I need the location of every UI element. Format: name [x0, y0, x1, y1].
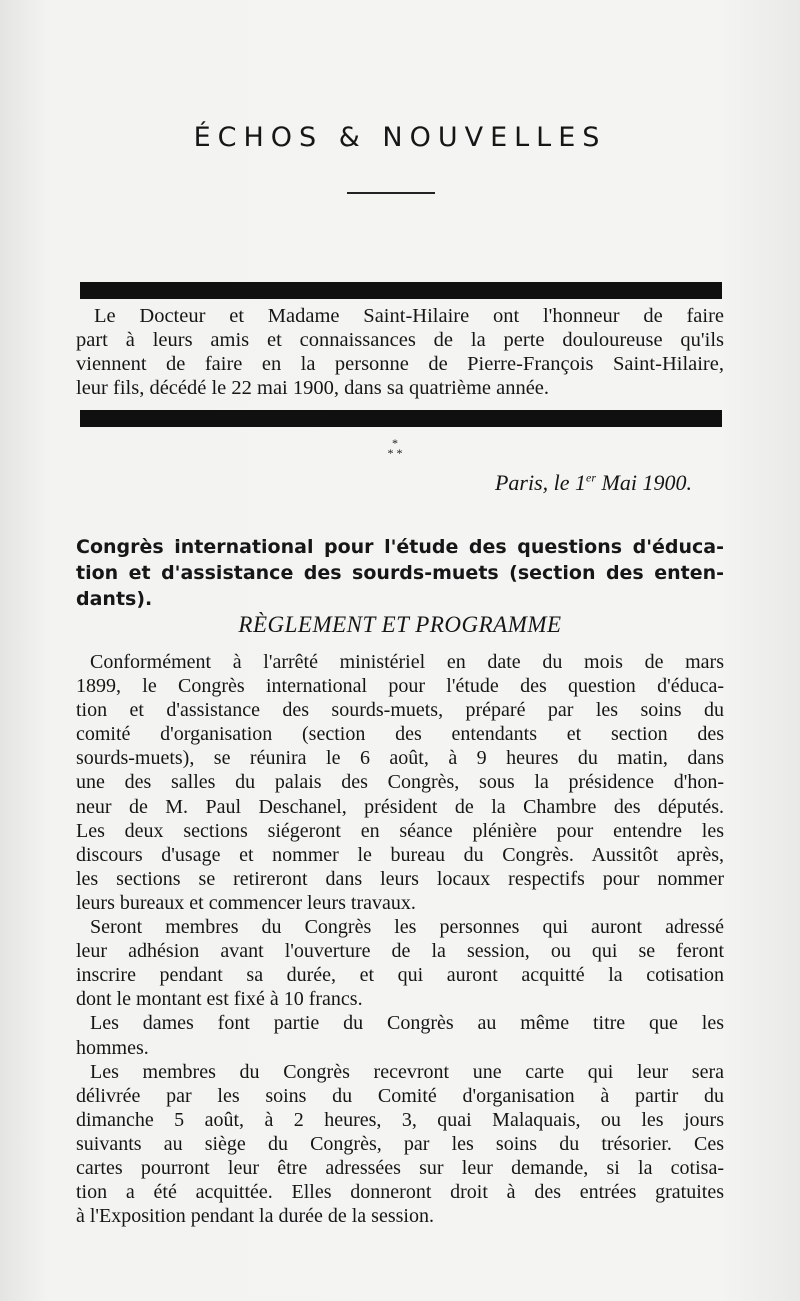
notice-line: part à leurs amis et connaissances de la perte douloureuse qu'ils: [76, 329, 724, 351]
notice-line: leur fils, décédé le 22 mai 1900, dans sa quatrième année.: [76, 377, 550, 399]
body-line: comité d'organisation (section des entendants et section des: [76, 723, 724, 746]
article-title-line: tion et d'assistance des sourds-muets (section des enten-: [76, 562, 724, 584]
body-line: à l'Exposition pendant la durée de la session.: [76, 1205, 434, 1228]
notice-line: Le Docteur et Madame Saint-Hilaire ont l'honneur de faire: [94, 305, 724, 327]
body-line: dont le montant est fixé à 10 francs.: [76, 988, 363, 1011]
dateline-prefix: Paris, le 1: [494, 470, 587, 495]
dateline: [495, 470, 692, 496]
body-line: tion a été acquittée. Elles donneront droit à des entrées gratuites: [76, 1181, 724, 1204]
body-line: tion et d'assistance des sourds-muets, préparé par les soins du: [76, 699, 724, 722]
body-line: Les dames font partie du Congrès au même titre que les: [90, 1012, 724, 1035]
body-line: sourds-muets), se réunira le 6 août, à 9 heures du matin, dans: [76, 747, 724, 770]
asterism-divider: * * *: [387, 436, 403, 460]
body-line: Les membres du Congrès recevront une carte qui leur sera: [90, 1060, 724, 1083]
body-line: Les deux sections siégeront en séance plénière pour entendre les: [76, 819, 724, 842]
body-line: une des salles du palais des Congrès, sous la présidence d'hon-: [76, 771, 724, 794]
body-line: cartes pourront leur être adressées sur leur demande, si la cotisa-: [76, 1156, 724, 1179]
body-line: hommes.: [76, 1036, 149, 1059]
mourning-bar-top: [80, 282, 722, 299]
notice-line: viennent de faire en la personne de Pierre-François Saint-Hilaire,: [76, 353, 724, 375]
death-notice: [76, 304, 724, 400]
body-line: délivrée par les soins du Comité d'organisation à partir du: [76, 1084, 724, 1107]
body-line: dimanche 5 août, à 2 heures, 3, quai Malaquais, ou les jours: [76, 1108, 724, 1131]
article-subtitle: RÈGLEMENT ET PROGRAMME: [238, 612, 562, 637]
body-line: suivants au siège du Congrès, par les soins du trésorier. Ces: [76, 1132, 724, 1155]
heading-rule: [347, 192, 435, 194]
article-title-line: dants).: [76, 588, 153, 610]
body-line: neur de M. Paul Deschanel, président de la Chambre des députés.: [76, 795, 724, 818]
body-line: leurs bureaux et commencer leurs travaux.: [76, 891, 416, 914]
dateline-suffix: Mai 1900.: [596, 470, 692, 495]
article-body: [76, 650, 724, 1228]
body-line: les sections se retireront dans leurs locaux respectifs pour nommer: [76, 867, 724, 890]
body-line: Conformément à l'arrêté ministériel en date du mois de mars: [90, 651, 724, 673]
body-line: inscrire pendant sa durée, et qui auront acquitté la cotisation: [76, 964, 724, 987]
body-line: Seront membres du Congrès les personnes qui auront adressé: [90, 916, 724, 939]
article-title-line: Congrès international pour l'étude des questions d'éduca-: [76, 536, 724, 558]
dateline-sup: er: [586, 470, 597, 485]
section-heading: ÉCHOS & NOUVELLES: [193, 122, 607, 153]
body-line: discours d'usage et nommer le bureau du Congrès. Aussitôt après,: [76, 843, 724, 866]
body-line: leur adhésion avant l'ouverture de la session, ou qui se feront: [76, 940, 724, 963]
mourning-bar-bottom: [80, 410, 722, 427]
article-title: [76, 534, 724, 612]
body-line: 1899, le Congrès international pour l'étude des question d'éduca-: [76, 675, 724, 698]
